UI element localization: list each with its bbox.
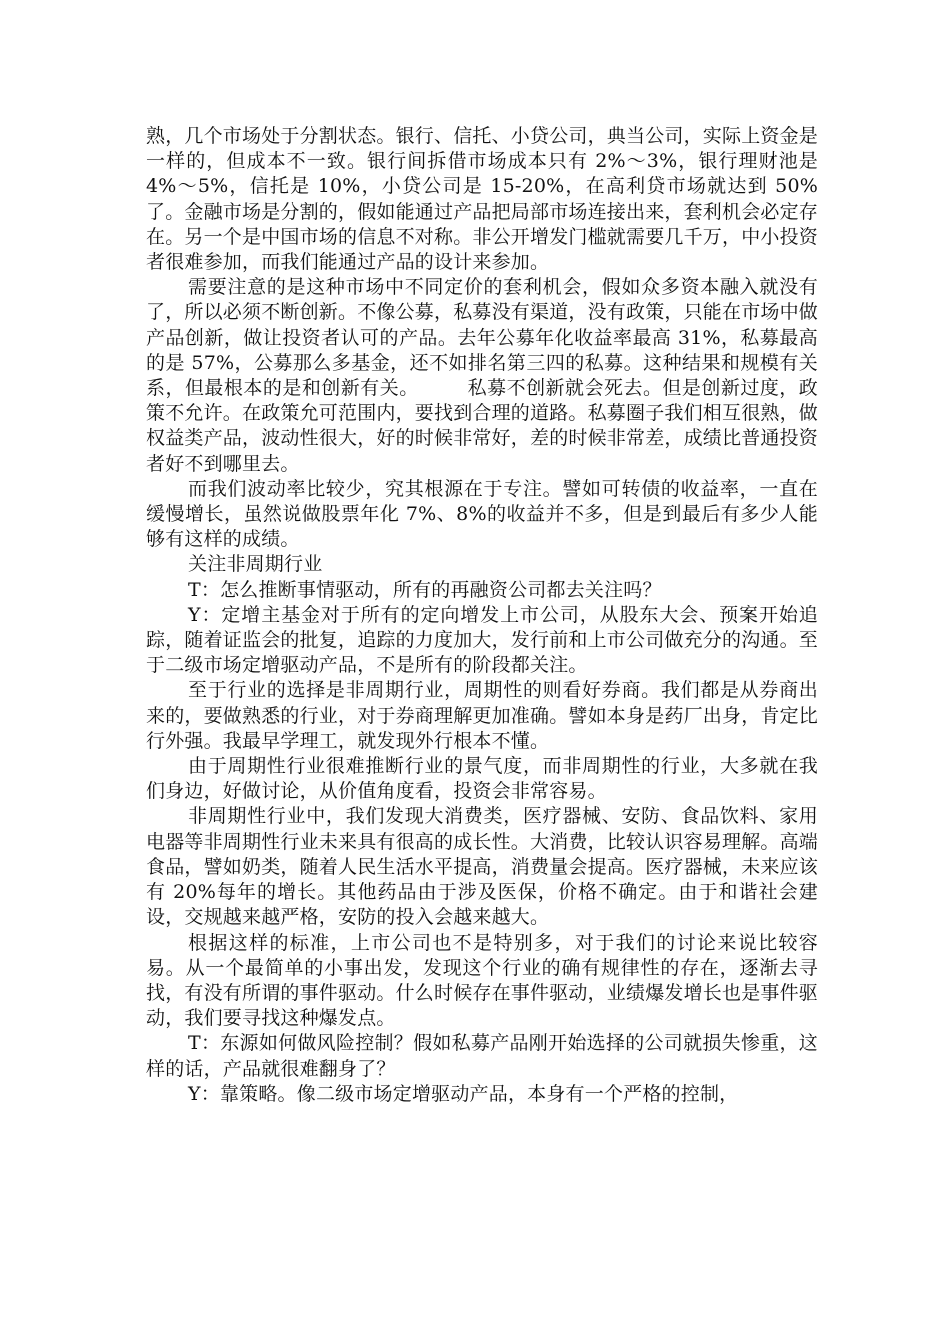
question-paragraph: T：东源如何做风险控制？假如私募产品刚开始选择的公司就损失惨重，这样的话，产品就很难翻身了？ bbox=[146, 1032, 818, 1080]
paragraph: 非周期性行业中，我们发现大消费类，医疗器械、安防、食品饮料、家用电器等非周期性行业未来具有很高的成长性。大消费，比较认识容易理解。高端食品，譬如奶类，随着人民生活水平提高，消费量会提高。医疗器械，未来应该有 20%每年的增长。其他药品由于涉及医保，价格不确定。由于和谐社会建设，交规越来越严格，安防的投入会越来越大。 bbox=[146, 805, 819, 929]
paragraph: 而我们波动率比较少，究其根源在于专注。譬如可转债的收益率，一直在缓慢增长，虽然说做股票年化 7%、8%的收益并不多，但是到最后有多少人能够有这样的成绩。 bbox=[146, 477, 818, 551]
paragraph: 由于周期性行业很难推断行业的景气度，而非周期性的行业，大多就在我们身边，好做讨论，从价值角度看，投资会非常容易。 bbox=[146, 755, 818, 803]
question-paragraph: T：怎么推断事情驱动，所有的再融资公司都去关注吗？ bbox=[188, 578, 662, 601]
paragraph: 熟，几个市场处于分割状态。银行、信托、小贷公司，典当公司，实际上资金是一样的，但成本不一致。银行间拆借市场成本只有 2%～3%，银行理财池是 4%～5%，信托是 10%，小贷公司是 15-20%，在高利贷市场就达到 50%了。金融市场是分割的，假如能通过产品把局部市场连接出来，套利机会必定存在。另一个是中国市场的信息不对称。非公开增发门槛就需要几千万，中小投资者很难参加，而我们能通过产品的设计来参加。 bbox=[146, 125, 819, 274]
document-body bbox=[146, 124, 818, 1107]
paragraph: 至于行业的选择是非周期行业，周期性的则看好券商。我们都是从券商出来的，要做熟悉的行业，对于券商理解更加准确。譬如本身是药厂出身，肯定比行外强。我最早学理工，就发现外行根本不懂。 bbox=[146, 679, 819, 752]
paragraph: 需要注意的是这种市场中不同定价的套利机会，假如众多资本融入就没有了，所以必须不断创新。不像公募，私募没有渠道，没有政策，只能在市场中做产品创新，做让投资者认可的产品。去年公募年化收益率最高 31%，私募最高的是 57%，公募那么多基金，还不如排名第三四的私募。这种结果和规模有关系，但最根本的是和创新有关。 私募不创新就会死去。但是创新过度，政策不允许。在政策允可范围内，要找到合理的道路。私募圈子我们相互很熟，做权益类产品，波动性很大，好的时候非常好，差的时候非常差，成绩比普通投资者好不到哪里去。 bbox=[146, 276, 819, 475]
section-heading: 关注非周期行业 bbox=[188, 553, 323, 576]
paragraph: 根据这样的标准，上市公司也不是特别多，对于我们的讨论来说比较容易。从一个最简单的小事出发，发现这个行业的确有规律性的存在，逐渐去寻找，有没有所谓的事件驱动。什么时候存在事件驱动，业绩爆发增长也是事件驱动，我们要寻找这种爆发点。 bbox=[146, 931, 819, 1030]
answer-paragraph: Y：定增主基金对于所有的定向增发上市公司，从股东大会、预案开始追踪，随着证监会的批复，追踪的力度加大，发行前和上市公司做充分的沟通。至于二级市场定增驱动产品，不是所有的阶段都关注。 bbox=[146, 603, 819, 677]
answer-paragraph: Y：靠策略。像二级市场定增驱动产品，本身有一个严格的控制， bbox=[188, 1082, 739, 1105]
